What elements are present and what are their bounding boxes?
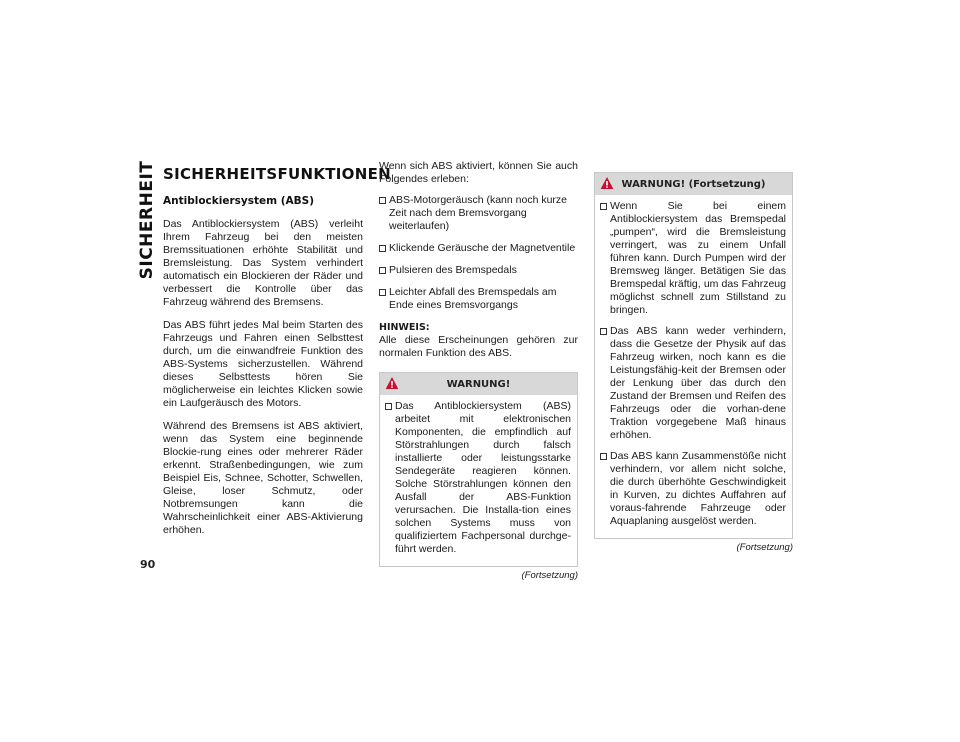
column-1 [163, 160, 391, 547]
warning-box [379, 372, 578, 567]
subheading-abs: Antiblockiersystem (ABS) [163, 195, 315, 207]
warning-header [595, 173, 792, 195]
warning-triangle-icon [600, 176, 614, 190]
square-bullet-icon [379, 245, 386, 252]
square-bullet-icon [379, 289, 386, 296]
paragraph: Das Antiblockiersystem (ABS) verleiht Ihrem Fahrzeug bei den meisten Bremssituationen erhöhte Stabilität und Bremsleistung. Das System verhindert automatisch ein Blockieren der Räder und verbessert die Kontrolle über das Fahrzeug während des Bremsens. [163, 218, 363, 308]
list-item: Das ABS kann Zusammenstöße nicht verhindern, vor allem nicht solche, die durch überhöhte Geschwindigkeit in Kurven, zu dichtes Auffahren auf voraus-fahrende Fahrzeuge oder Aquaplaning ausgelöst werden. [600, 450, 786, 528]
warning-list [600, 200, 786, 528]
square-bullet-icon [600, 203, 607, 210]
square-bullet-icon [600, 328, 607, 335]
square-bullet-icon [600, 453, 607, 460]
warning-header [380, 373, 577, 395]
list-item: Leichter Abfall des Bremspedals am Ende eines Bremsvorgangs [379, 286, 578, 312]
warning-title: WARNUNG! [446, 379, 511, 390]
list-item: Klickende Geräusche der Magnetventile [379, 242, 578, 255]
note-text: Alle diese Erscheinungen gehören zur normalen Funktion des ABS. [379, 334, 578, 359]
list-item: ABS-Motorgeräusch (kann noch kurze Zeit nach dem Bremsvorgang weiterlaufen) [379, 194, 578, 233]
list-item: Das Antiblockiersystem (ABS) arbeitet mit elektronischen Komponenten, die empfindlich auf Störstrahlungen durch falsch installierte oder leistungsstarke Sendegeräte reagieren können. Solche Störstrahlungen können den Ausfall der ABS-Funktion verursachen. Die Installa-tion eines solchen Systems muss von qualifiziertem Fachpersonal durchge-führt werden. [385, 400, 571, 556]
column-2 [379, 160, 578, 582]
square-bullet-icon [379, 197, 386, 204]
page-number: 90 [140, 558, 156, 571]
list-item: Pulsieren des Bremspedals [379, 264, 578, 277]
warning-body [595, 195, 792, 538]
note-label: HINWEIS: [379, 322, 430, 333]
warning-title: WARNUNG! (Fortsetzung) [621, 179, 766, 190]
continued-label: (Fortsetzung) [736, 542, 793, 553]
list-item: Wenn Sie bei einem Antiblockiersystem das Bremspedal „pumpen“, wird die Bremsleistung verringert, was zu einem Unfall führen kann. Durch Pumpen wird der Bremsweg länger. Betätigen Sie das Bremspedal kräftig, um das Fahrzeug möglichst schnell zum Stillstand zu bringen. [600, 200, 786, 317]
section-title: SICHERHEITSFUNKTIONEN [163, 165, 391, 183]
paragraph: Das ABS führt jedes Mal beim Starten des Fahrzeugs und Fahren einen Selbsttest durch, um die einwandfreie Funktion des ABS-Systems sicherzustellen. Während dieses Selbsttests hören Sie möglicherweise ein leichtes Klicken sowie ein Laufgeräusch des Motors. [163, 319, 363, 409]
chapter-side-tab-label: SICHERHEIT [137, 160, 157, 280]
column-3 [594, 160, 793, 554]
intro-paragraph: Wenn sich ABS aktiviert, können Sie auch Folgendes erleben: [379, 160, 578, 185]
chapter-side-tab [136, 160, 158, 280]
list-item: Das ABS kann weder verhindern, dass die Gesetze der Physik auf das Fahrzeug wirken, noch kann es die Leistungsfähig-keit der Bremsen oder der Lenkung über das durch den Zustand der Bremsen und Reifen des Fahrzeugs oder die vorhan-dene Traktion vorgegebene Maß hinaus erhöhen. [600, 325, 786, 442]
abs-effects-list [379, 194, 578, 312]
square-bullet-icon [385, 403, 392, 410]
warning-box-continued [594, 172, 793, 539]
warning-list [385, 400, 571, 556]
continued-label: (Fortsetzung) [521, 570, 578, 581]
warning-triangle-icon [385, 376, 399, 390]
paragraph: Während des Bremsens ist ABS aktiviert, wenn das System eine beginnende Blockie-rung eines oder mehrerer Räder erkennt. Straßenbedingungen, wie zum Beispiel Eis, Schnee, Schotter, Schwellen, Gleise, loser Schmutz, oder Notbremsungen kann die Wahrscheinlichkeit einer ABS-Aktivierung erhöhen. [163, 420, 363, 536]
warning-body [380, 395, 577, 566]
square-bullet-icon [379, 267, 386, 274]
